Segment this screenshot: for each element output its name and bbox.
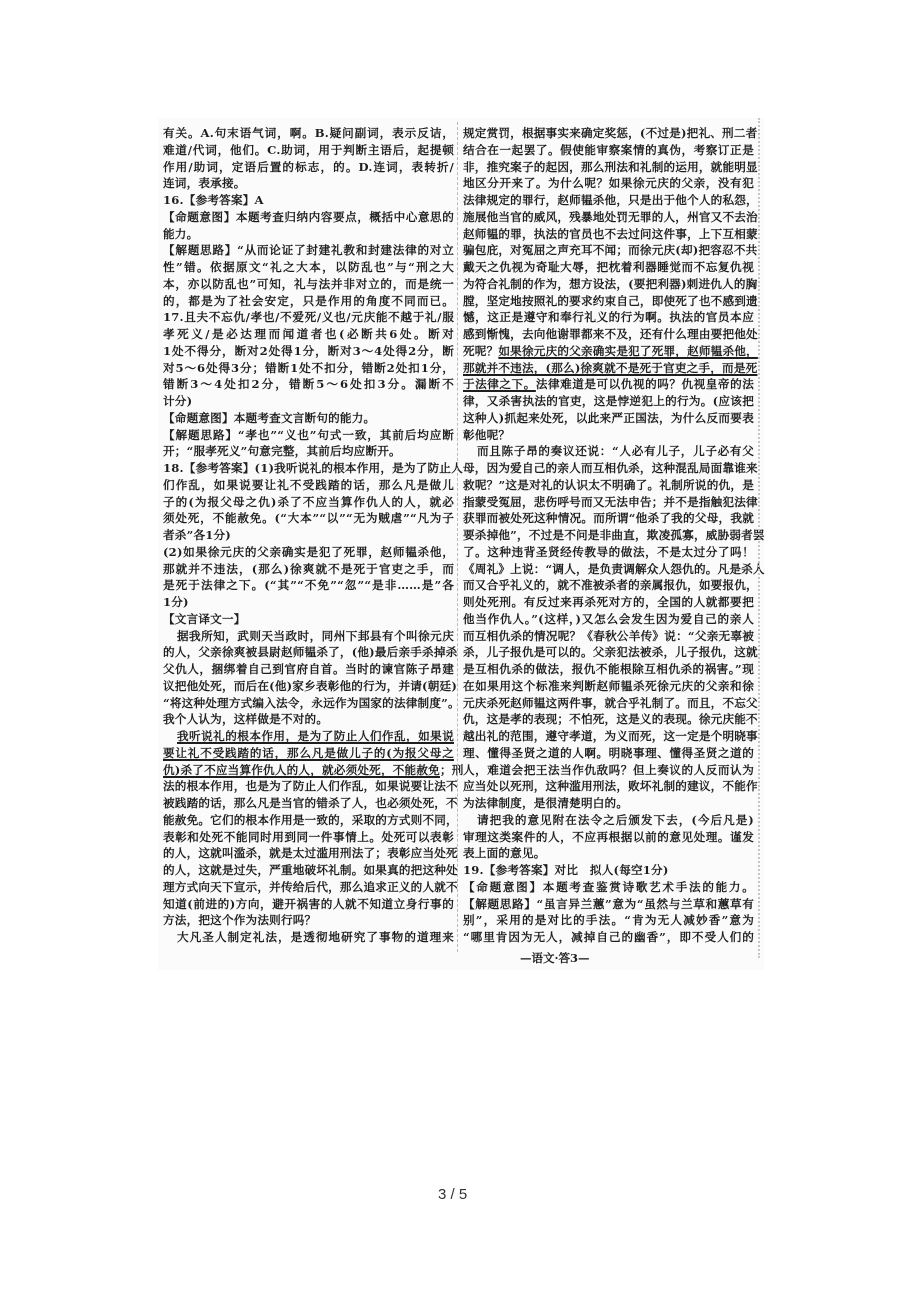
text-line: 连词，表承接。 xyxy=(163,176,246,191)
text-line: 元庆杀死赵师韫这两件事，就合乎礼制了。而且，不忘父 xyxy=(463,695,758,710)
text-line: 须处死，不能赦免。(“大本”“以”“无为贼虐”“凡为子 xyxy=(163,511,454,526)
text-line: 表上面的意见。 xyxy=(463,846,546,861)
text-line: 【命题意图】本题考查归纳内容要点，概括中心意思的 xyxy=(163,209,454,224)
text-line: 错断3～4处扣2分，错断5～6处扣3分。漏断不 xyxy=(163,377,454,392)
text-line: 他当作仇人。”(这样，)又怎么会发生因为爱自己的亲人 xyxy=(463,611,754,626)
text-line: 而且陈子昂的奏议还说：“人必有儿子，儿子必有父 xyxy=(477,444,754,459)
text-line: 【解题思路】“从而论证了封建礼教和封建法律的对立 xyxy=(163,243,454,258)
text-line: 子的(为报父母之仇)杀了不应当算作仇人的人，就必 xyxy=(163,494,454,509)
text-line: 杀，儿子报仇是可以的。父亲犯法被杀，儿子报仇，这就 xyxy=(463,645,758,660)
text-line: 难道/代词，他们。C.助词，用于判断主语后，起提顿 xyxy=(163,142,454,157)
text-line: 规定赏罚，根据事实来确定奖惩，(不过是)把礼、刑二者 xyxy=(463,126,758,140)
text-line: 【解题思路】“孝也”“义也”句式一致，其前后均应断 xyxy=(163,427,454,442)
text-line: 而又合乎礼义的，就不准被杀者的亲属报仇，如要报仇， xyxy=(463,578,758,593)
text-line: “将这种处理方式编入法令，永远作为国家的法律制度”。 xyxy=(163,695,460,710)
text-line: 是死于法律之下。(“其”“不免”“忽”“是非……是”各 xyxy=(163,578,454,593)
text-line: 指蒙受冤屈，悲伤呼号而又无法申告；并不是指触犯法律 xyxy=(463,494,758,509)
text-line: 获罪而被处死这种情况。而所谓“他杀了我的父母，我就 xyxy=(463,511,754,526)
text-line: 非，推究案子的起因，那么刑法和礼制的运用，就能明显 xyxy=(463,159,758,174)
text-line: 大凡圣人制定礼法，是透彻地研究了事物的道理来 xyxy=(177,930,454,944)
text-line: 膛，坚定地按照礼的要求约束自己，即使死了也不感到遗 xyxy=(463,293,758,308)
text-line: 的人，这就叫滥杀，就是太过滥用刑法了；表彰应当处死 xyxy=(163,846,458,861)
underlined-text: 仇)杀了不应当算作仇人的人，就必须处死，不能赦免 xyxy=(163,762,440,777)
text-line: 表彰和处死不能同时用到同一件事情上。处死可以表彰 xyxy=(163,829,454,844)
text-line: 的人，父亲徐爽被县尉赵师韫杀了，(他)最后亲手杀掉杀 xyxy=(163,645,458,660)
text-line: 人，难道会把王法当作仇敌吗？但上奏议的人反而认为 xyxy=(463,762,754,777)
text-line: 【文言译文一】 xyxy=(163,611,246,626)
text-line: 那就并不违法，(那么)徐爽就不是死于官吏之手，而 xyxy=(163,561,454,576)
text-line: 赵师韫的罪，执法的官员也不去过问这件事，上下互相蒙 xyxy=(463,226,758,241)
text-line: 能赦免。它们的根本作用是一致的，采取的方式则不同， xyxy=(163,812,458,827)
text-line: 地区分开来了。为什么呢？如果徐元庆的父亲，没有犯 xyxy=(463,176,754,191)
text-line: 这种人)抓起来处死，以此来严正国法，为什么反而要表 xyxy=(463,410,754,425)
text-line: 被践踏的话，那么凡是当官的错杀了人，也必须处死，不 xyxy=(163,796,458,810)
text-segment: ；刑 xyxy=(439,762,464,777)
text-line: 【命题意图】本题考查文言断句的能力。 xyxy=(163,410,376,425)
text-line: 孝死义/是必达理而闻道者也(必断共6处。断对 xyxy=(163,327,454,341)
page-footer: —语文·答3— xyxy=(520,951,590,965)
page-indicator: 3 / 5 xyxy=(438,1186,468,1203)
text-line: 请把我的意见附在法令之后颁发下去，(今后凡是) xyxy=(477,812,754,827)
text-line: 18.【参考答案】(1)我听说礼的根本作用，是为了防止人 xyxy=(163,461,463,475)
text-line: 了。这种违背圣贤经传教导的做法，不是太过分了吗！ xyxy=(463,544,754,559)
underlined-text: 如果徐元庆的父亲确实是犯了死罪，赵师韫杀他， xyxy=(498,343,758,358)
text-line: 别”，采用的是对比的手法。“肯为无人减妙香”意为 xyxy=(463,913,754,928)
underlined-text: 我听说礼的根本作用，是为了防止人们作乱，如果说 xyxy=(177,729,454,743)
text-line: 彰他呢？ xyxy=(463,427,511,442)
text-line xyxy=(463,360,758,377)
text-line: 的，都是为了社会安定，只是作用的角度不同而已。 xyxy=(163,293,454,308)
text-line: 方法，把这个作为法则行吗？ xyxy=(163,913,317,928)
text-line: 议把他处死，而后在(他)家乡表彰他的行为，并请(朝廷) xyxy=(163,678,457,693)
text-line: 要杀掉他”，不过是不问是非曲直，欺凌孤寡，威胁弱者罢 xyxy=(463,528,765,542)
text-line: “哪里肯因为无人，减掉自己的幽香”，即不受人们的 xyxy=(463,930,754,944)
text-line: 憾，这正是遵守和奉行礼义的行为啊。执法的官员本应 xyxy=(463,310,754,325)
text-line: 性”错。依据原文“礼之大本，以防乱也”与“刑之大 xyxy=(163,260,454,274)
text-line: 救呢？”这是对礼的认识太不明确了。礼制所说的仇，是 xyxy=(463,477,754,492)
text-line: 为法律制度，是很清楚明白的。 xyxy=(463,796,629,810)
page-edge xyxy=(758,118,760,958)
text-segment: 法律难道是可以仇视的吗？仇视皇帝的法 xyxy=(535,377,754,392)
text-line: 法的根本作用，也是为了防止人们作乱，如果说要让法不 xyxy=(163,779,458,794)
text-line: 1分) xyxy=(163,595,189,609)
text-line: 16.【参考答案】A xyxy=(163,193,264,207)
text-line: 施展他当官的威风，残暴地处罚无罪的人，州官又不去治 xyxy=(463,209,758,224)
text-line: 则处死刑。有反过来再杀死对方的，全国的人就都要把 xyxy=(463,595,754,609)
right-column xyxy=(463,125,765,946)
text-line: 感到惭愧，去向他谢罪都来不及，还有什么理由要把他处 xyxy=(463,327,758,341)
underlined-text: 那就并不违法，(那么)徐爽就不是死于官吏之手，而是死 xyxy=(463,360,758,375)
text-line: 理、懂得圣贤之道的人啊。明晓事理、懂得圣贤之道的 xyxy=(463,745,754,760)
text-line: 们作乱，如果说要让礼不受践踏的话，那么凡是做儿 xyxy=(163,477,454,492)
text-line: 17.且夫不忘仇/孝也/不爱死/义也/元庆能不越于礼/服 xyxy=(163,310,454,325)
text-line: (2)如果徐元庆的父亲确实是犯了死罪，赵师韫杀他， xyxy=(163,544,454,559)
text-line: 知道(前进的)方向，避开祸害的人就不知道立身行事的 xyxy=(163,896,454,911)
text-line: 者杀”各1分) xyxy=(163,528,231,542)
text-line: 计分) xyxy=(163,394,193,408)
text-line xyxy=(163,762,464,779)
text-line: 【命题意图】本题考查鉴赏诗歌艺术手法的能力。 xyxy=(463,879,754,894)
underlined-text: 于法律之下。 xyxy=(463,377,536,392)
text-line: 应当处以死刑，这种滥用刑法，败坏礼制的建议，不能作 xyxy=(463,779,758,794)
text-line: 父仇人，捆绑着自己到官府自首。当时的谏官陈子昂建 xyxy=(163,662,454,676)
text-line: 开；“服孝死义”句意完整，其前后均应断开。 xyxy=(163,444,401,459)
text-line: 的人，这就是过失，严重地破坏礼制。如果真的把这种处 xyxy=(163,863,458,877)
text-line: 1处不得分，断对2处得1分，断对3～4处得2分，断 xyxy=(163,343,454,358)
underlined-text: 要让礼不受践踏的话，那么凡是做儿子的(为报父母之 xyxy=(163,745,454,760)
text-line: 是互相仇杀的做法，报仇不能根除互相仇杀的祸害。”现 xyxy=(463,662,754,676)
text-line xyxy=(163,728,454,745)
text-line: 审理这类案件的人，不应再根据以前的意见处理。谨发 xyxy=(463,829,754,844)
text-line xyxy=(463,376,754,393)
text-line: 结合在一起罢了。假使能审察案情的真伪，考察订正是 xyxy=(463,142,754,157)
text-line: 骗包庇，对冤屈之声充耳不闻；而徐元庆(却)把容忍不共 xyxy=(463,243,758,258)
text-line: 据我所知，武则天当政时，同州下邽县有个叫徐元庆 xyxy=(177,628,454,643)
text-line: 《周礼》上说：“调人，是负责调解众人怨仇的。凡是杀人 xyxy=(463,561,765,576)
text-line: 本，亦以防乱也”可知，礼与法并非对立的，而是统一 xyxy=(163,276,454,291)
text-line: 而互相仇杀的情况呢？《春秋公羊传》说：“父亲无辜被 xyxy=(463,628,754,643)
text-line: 对5～6处得3分；错断1处不扣分，错断2处扣1分， xyxy=(163,360,454,375)
text-line: 为符合礼制的作为，想方设法，(要把利器)刺进仇人的胸 xyxy=(463,276,758,291)
column-divider xyxy=(457,122,458,952)
text-line: 戴天之仇视为奇耻大辱，把枕着利器睡觉而不忘复仇视 xyxy=(463,260,754,274)
text-line: 母，因为爱自己的亲人而互相仇杀，这种混乱局面靠谁来 xyxy=(463,461,758,475)
text-line: 能力。 xyxy=(163,226,199,241)
text-line: 理方式向天下宣示，并传给后代，那么追求正义的人就不 xyxy=(163,879,458,894)
text-line: 越出礼的范围，遵守孝道，为义而死，这一定是个明晓事 xyxy=(463,729,758,743)
text-line: 律，又杀害执法的官吏，这是悖逆犯上的行为。(应该把 xyxy=(463,394,754,408)
text-line: 【解题思路】“虽言异兰蕙”意为“虽然与兰草和蕙草有 xyxy=(463,896,754,911)
text-line: 法律规定的罪行，赵师韫杀他，只是出于他个人的私怨， xyxy=(463,193,758,207)
text-line: 有关。A.句末语气词，啊。B.疑问副词，表示反诘， xyxy=(163,126,454,140)
text-line: 仇，这是孝的表现；不怕死，这是义的表现。徐元庆能不 xyxy=(463,712,758,727)
text-line xyxy=(163,745,454,762)
left-column xyxy=(163,125,464,946)
text-segment: 死呢？ xyxy=(463,343,499,358)
text-line: 19.【参考答案】对比 拟人(每空1分) xyxy=(463,863,669,877)
text-line xyxy=(463,343,758,360)
text-line: 作用/助词，定语后置的标志，的。D.连词，表转折/ xyxy=(163,159,454,174)
text-line: 在如果用这个标准来判断赵师韫杀死徐元庆的父亲和徐 xyxy=(463,678,754,693)
text-line: 我个人认为，这样做是不对的。 xyxy=(163,712,329,727)
